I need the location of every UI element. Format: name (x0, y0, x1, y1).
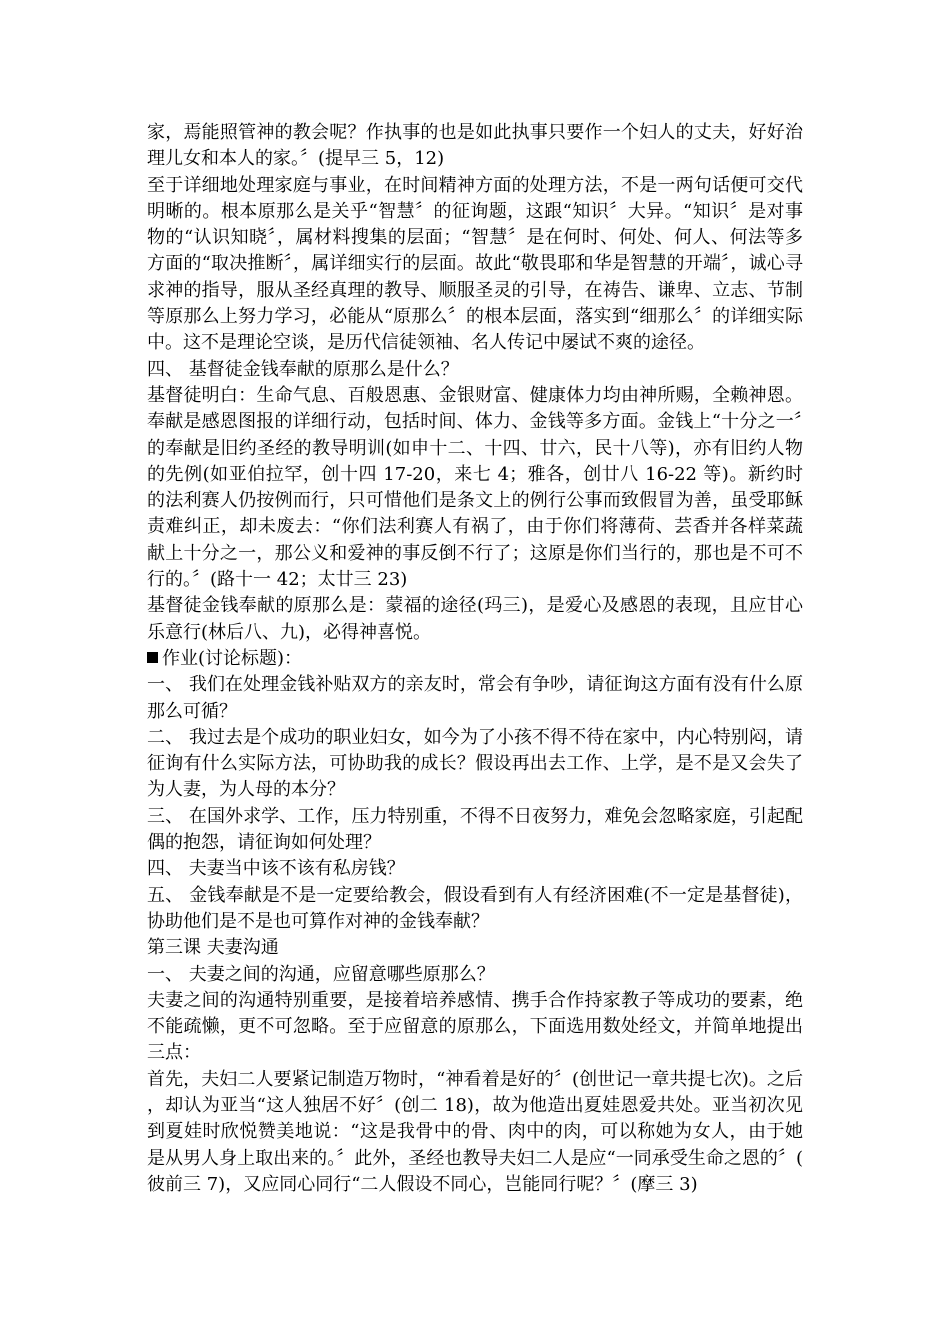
paragraph-offering-teaching: 基督徒明白：生命气息、百般恩惠、金银财富、健康体力均由神所赐，全赖神恩。奉献是感恩图报的详细行动，包括时间、体力、金钱等多方面。金钱上“十分之一〞的奉献是旧约圣经的教导明训(如申十二、十四、廿六，民十八等)，亦有旧约人物的先例(如亚伯拉罕，创十四 17-20，来七 4；雅各，创廿八 16-22 等)。新约时的法利赛人仍按例而行，只可惜他们是条文上的例行公事而致假冒为善，虽受耶稣责难纠正，却未废去：“你们法利赛人有祸了，由于你们将薄荷、芸香并各样菜蔬献上十分之一，那公义和爱神的事反倒不行了；这原是你们当行的，那也是不可不行的。〞(路十一 42；太廿三 23) (147, 384, 803, 591)
paragraph-communication-importance: 夫妻之间的沟通特别重要，是接着培养感情、携手合作持家教子等成功的要素，绝不能疏懒，更不可忽略。至于应留意的原那么，下面选用数处经文，并简单地提出三点： (147, 989, 803, 1064)
homework-item-2: 二、 我过去是个成功的职业妇女，如今为了小孩不得不待在家中，内心特别闷，请征询有什么实际方法，可协助我的成长？假设再出去工作、上学，是不是又会失了为人妻，为人母的本分？ (147, 726, 803, 801)
homework-item-1: 一、 我们在处理金钱补贴双方的亲友时，常会有争吵，请征询这方面有没有什么原那么可循？ (147, 674, 803, 722)
document-body (147, 120, 803, 1198)
homework-heading-label: 作业(讨论标题)： (162, 647, 303, 669)
paragraph-offering-principle: 基督徒金钱奉献的原那么是：蒙福的途径(玛三)，是爱心及感恩的表现，且应甘心乐意行(林后八、九)，必得神喜悦。 (147, 595, 803, 643)
lesson-three-title: 第三课 夫妻沟通 (147, 937, 279, 959)
square-bullet-icon (147, 652, 158, 663)
paragraph-elder-household: 家，焉能照管神的教会呢？作执事的也是如此执事只要作一个妇人的丈夫，好好治理儿女和本人的家。〞(提早三 5，12) (147, 122, 803, 170)
homework-item-4: 四、 夫妻当中该不该有私房钱？ (147, 858, 405, 880)
homework-heading (147, 646, 803, 672)
paragraph-wisdom-principle: 至于详细地处理家庭与事业，在时间精神方面的处理方法，不是一两句话便可交代明晰的。根本原那么是关乎“智慧〞的征询题，这跟“知识〞大异。“知识〞是对事物的“认识知晓〞，属材料搜集的层面；“智慧〞是在何时、何处、何人、何法等多方面的“取决推断〞，属详细实行的层面。故此“敬畏耶和华是智慧的开端〞，诚心寻求神的指导，服从圣经真理的教导、顺服圣灵的引导，在祷告、谦卑、立志、节制等原那么上努力学习，必能从“原那么〞的根本层面，落实到“细那么〞的详细实际中。这不是理论空谈，是历代信徒领袖、名人传记中屡试不爽的途径。 (147, 174, 803, 354)
paragraph-first-point: 首先，夫妇二人要紧记制造万物时，“神看着是好的〞(创世记一章共提七次)。之后，却认为亚当“这人独居不好〞(创二 18)，故为他造出夏娃恩爱共处。亚当初次见到夏娃时欣悦赞美地说：“这是我骨中的骨、肉中的肉，可以称她为女人，由于她是从男人身上取出来的。〞此外，圣经也教导夫妇二人是应“一同承受生命之恩的〞(彼前三 7)，又应同心同行“二人假设不同心，岂能同行呢？〞(摩三 3) (147, 1068, 803, 1195)
homework-item-3: 三、 在国外求学、工作，压力特别重，不得不日夜努力，难免会忽略家庭，引起配偶的抱怨，请征询如何处理？ (147, 805, 803, 854)
homework-item-5: 五、 金钱奉献是不是一定要给教会，假设看到有人有经济困难(不一定是基督徒)，协助他们是不是也可算作对神的金钱奉献？ (147, 884, 803, 932)
lesson-three-question-one: 一、 夫妻之间的沟通，应留意哪些原那么？ (147, 963, 495, 985)
heading-question-four: 四、 基督徒金钱奉献的原那么是什么？ (147, 358, 459, 380)
